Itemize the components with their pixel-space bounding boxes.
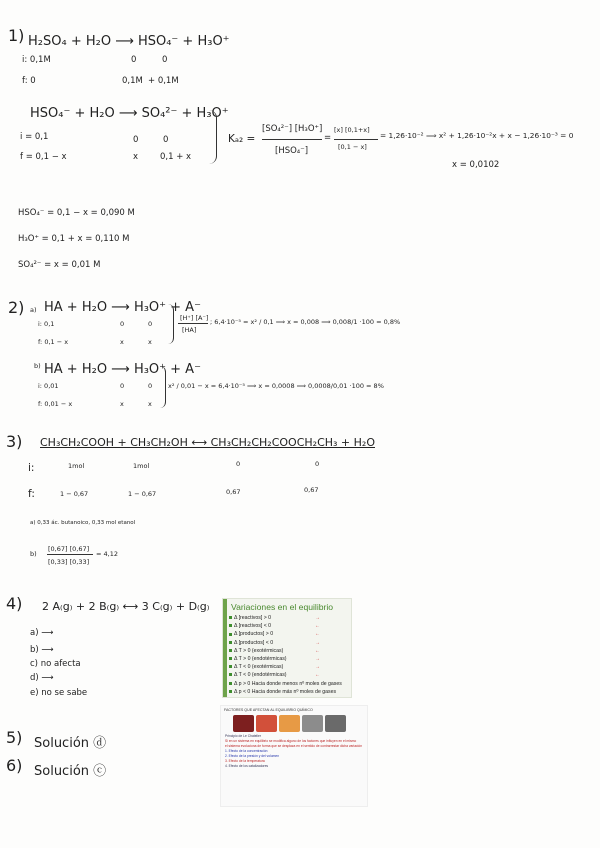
p4-answer-b: b) ⟶ xyxy=(30,645,54,655)
x-value: x = 0,0102 xyxy=(452,160,500,170)
p4-equation: 2 A₍g₎ + 2 B₍g₎ ⟷ 3 C₍g₎ + D₍g₎ xyxy=(42,600,210,613)
p4-answer-d: d) ⟶ xyxy=(30,673,54,683)
p4-answer-e: e) no se sabe xyxy=(30,688,88,698)
p2b-calculation: x² / 0,01 − x = 6,4·10⁻⁵ ⟹ x = 0,0008 ⟹ 0,0008/0,01 ·100 = 8% xyxy=(168,382,384,390)
p1-eq1-initial: 0 xyxy=(131,55,137,65)
p1-eq1-final: + 0,1M xyxy=(148,76,179,86)
p1-eq2-final: f = 0,1 − x xyxy=(20,152,67,162)
p1-eq1-final: 0,1M xyxy=(122,76,143,86)
problem-4-number: 4) xyxy=(6,594,23,613)
p1-result-so4: SO₄²⁻ = x = 0,01 M xyxy=(18,260,101,270)
problem-5-number: 5) xyxy=(6,728,23,747)
problem-3-number: 3) xyxy=(6,432,23,451)
p2b-equation: HA + H₂O ⟶ H₃O⁺ + A⁻ xyxy=(44,362,201,377)
p1-eq2-final: x xyxy=(133,152,139,162)
p1-eq2-final: 0,1 + x xyxy=(160,152,192,162)
problem-6-number: 6) xyxy=(6,756,23,775)
p1-eq2-initial: 0 xyxy=(133,135,139,145)
ka-mid-numerator: [x] [0,1+x] xyxy=(334,126,370,134)
panel-title: Variaciones en el equilibrio xyxy=(231,602,334,612)
ka-denominator: [HSO₄⁻] xyxy=(275,146,309,156)
p1-equation-2: HSO₄⁻ + H₂O ⟶ SO₄²⁻ + H₃O⁺ xyxy=(30,106,229,121)
problem-1-number: 1) xyxy=(8,26,25,45)
p3a-answer: a) 0,33 ác. butanoico, 0,33 mol etanol xyxy=(30,520,136,526)
factors-equilibrium-image: FACTORES QUE AFECTAN AL EQUILIBRIO QUÍMICO Principio de Le Chatelier Si en un sistema en equilibrio se modifica alguno de los factores que influyen en el mismo el sistema evoluciona de forma que se desplaza en el sentido de contrarrestar dicha variación 1. Efecto de la concentración 2. Efecto de la presión y del volumen 3. Efecto de la temperatura 4. Efecto de los catalizadores xyxy=(220,705,368,807)
p1-eq1-initial: 0 xyxy=(162,55,168,65)
p1-eq1-final: f: 0 xyxy=(22,76,36,86)
p5-answer: Solución ⓓ xyxy=(34,736,107,751)
p4-answer-c: c) no afecta xyxy=(30,659,81,669)
p1-eq1-initial: i: 0,1M xyxy=(22,55,51,65)
volume-icon xyxy=(279,715,300,732)
concentration-icon xyxy=(233,715,254,732)
ka-lhs: Kₐ₂ = xyxy=(228,133,256,145)
ka-mid-denominator: [0,1 − x] xyxy=(338,143,367,151)
p3-equation: CH₃CH₂COOH + CH₃CH₂OH ⟷ CH₃CH₂CH₂COOCH₂CH₃ + H₂O xyxy=(40,436,375,449)
problem-2-number: 2) xyxy=(8,298,25,317)
p1-eq2-initial: i = 0,1 xyxy=(20,132,49,142)
p1-equation-1: H₂SO₄ + H₂O ⟶ HSO₄⁻ + H₃O⁺ xyxy=(28,34,230,49)
ka-numerator: [SO₄²⁻] [H₃O⁺] xyxy=(262,124,323,134)
p6-answer: Solución ⓒ xyxy=(34,764,107,779)
p4-answer-a: a) ⟶ xyxy=(30,628,54,638)
p3b-result: = 4,12 xyxy=(96,550,118,558)
p2a-calculation: ; 6,4·10⁻⁵ = x² / 0,1 ⟹ x = 0,008 ⟹ 0,008/1 ·100 = 0,8% xyxy=(210,318,401,326)
pressure-icon xyxy=(256,715,277,732)
temperature-icon xyxy=(302,715,323,732)
catalyst-icon xyxy=(325,715,346,732)
p1-result-hso4: HSO₄⁻ = 0,1 − x = 0,090 M xyxy=(18,208,135,218)
ka-rhs: = 1,26·10⁻² ⟹ x² + 1,26·10⁻²x + x − 1,26·10⁻³ = 0 xyxy=(380,131,574,140)
p2a-equation: HA + H₂O ⟶ H₃O⁺ + A⁻ xyxy=(44,300,201,315)
p1-eq2-initial: 0 xyxy=(163,135,169,145)
p1-result-h3o: H₃O⁺ = 0,1 + x = 0,110 M xyxy=(18,234,130,244)
equilibrium-variations-panel: Variaciones en el equilibrio Δ [reactivos] > 0 → Δ [reactivos] < 0 ← Δ [productos] > 0 ← Δ [productos] < 0 → Δ T > 0 (exotérmicas) ← Δ T > 0 (endotérmicas) → Δ T < 0 (exotérmicas) → Δ T < 0 (endotérmicas) ← Δ p > 0 Hacia donde menos nº moles de gases Δ p < 0 Hacia donde más nº moles de gases xyxy=(222,598,352,698)
